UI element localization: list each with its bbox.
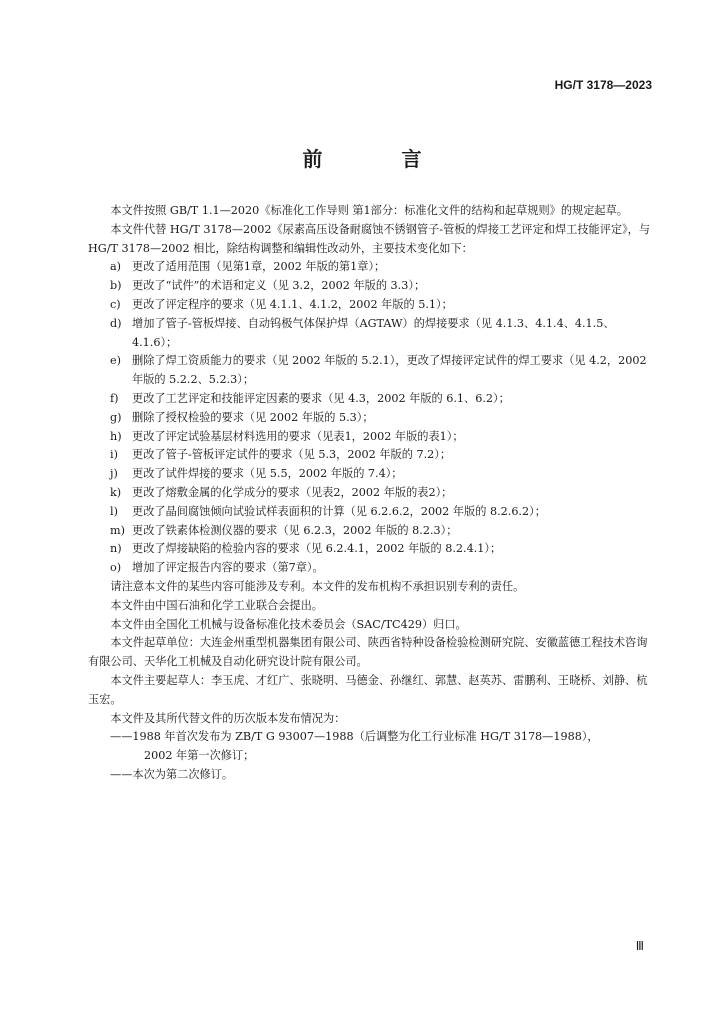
- list-marker: m): [110, 523, 125, 537]
- list-item-text: 更改了熔敷金属的化学成分的要求（见表2，2002 年版的表2）；: [132, 485, 453, 499]
- list-item: [88, 465, 654, 484]
- list-marker: o): [110, 561, 122, 575]
- list-item-text: 更改了试件焊接的要求（见 5.5，2002 年版的 7.4）；: [132, 467, 403, 481]
- list-marker: c): [110, 297, 121, 311]
- list-item-text: 更改了适用范围（见第1章，2002 年版的第1章）；: [132, 260, 386, 274]
- list-marker: h): [110, 429, 122, 443]
- list-item-text: 增加了管子-管板焊接、自动钨极气体保护焊（AGTAW）的焊接要求（见 4.1.3、4.1.4、4.1.5、4.1.6）；: [132, 316, 615, 349]
- list-marker: e): [110, 354, 121, 368]
- list-item: [88, 409, 654, 428]
- list-marker: a): [110, 260, 122, 274]
- list-marker: n): [110, 542, 122, 556]
- list-item-text: 增加了评定报告内容的要求（第7章）。: [132, 561, 324, 575]
- list-item-text: 更改了评定程序的要求（见 4.1.1、4.1.2，2002 年版的 5.1）；: [132, 297, 453, 311]
- list-item: [88, 296, 654, 315]
- list-item-text: 更改了铁素体检测仪器的要求（见 6.2.3，2002 年版的 8.2.3）；: [132, 523, 458, 537]
- paragraph: 本文件起草单位：大连金州重型机器集团有限公司、陕西省特种设备检验检测研究院、安徽蓝德工程技术咨询有限公司、天华化工机械及自动化研究设计院有限公司。: [88, 636, 648, 669]
- list-item: [88, 503, 654, 522]
- list-item-text: 更改了“试件”的术语和定义（见 3.2，2002 年版的 3.3）；: [132, 279, 426, 293]
- page-number: Ⅲ: [635, 939, 644, 953]
- list-marker: k): [110, 485, 122, 499]
- list-item-text: 更改了评定试验基层材料选用的要求（见表1，2002 年版的表1）；: [132, 429, 464, 443]
- list-marker: l): [110, 504, 118, 518]
- page-title: 前 言: [302, 147, 458, 171]
- list-item: [88, 258, 654, 277]
- paragraph: 本文件由全国化工机械与设备标准化技术委员会（SAC/TC429）归口。: [110, 617, 467, 631]
- paragraph: 本文件及其所代替文件的历次版本发布情况为：: [110, 711, 346, 725]
- paragraph: 本文件代替 HG/T 3178—2002《尿素高压设备耐腐蚀不锈钢管子-管板的焊接工艺评定和焊工技能评定》，与 HG/T 3178—2002 相比，除结构调整和编辑性改动外，主要技术变化如下：: [88, 222, 651, 255]
- history-item: [88, 728, 654, 766]
- list-item: [88, 540, 654, 559]
- list-item: [88, 484, 654, 503]
- change-list: [88, 258, 654, 578]
- foreword-body: [88, 202, 654, 785]
- list-item-text: 删除了授权检验的要求（见 2002 年版的 5.3）；: [132, 410, 374, 424]
- list-item-text: 更改了工艺评定和技能评定因素的要求（见 4.3，2002 年版的 6.1、6.2）；: [132, 391, 510, 405]
- list-item-text: 更改了焊接缺陷的检验内容的要求（见 6.2.4.1，2002 年版的 8.2.4.1）；: [132, 542, 502, 556]
- list-item-text: 更改了管子-管板评定试件的要求（见 5.3，2002 年版的 7.2）；: [132, 448, 452, 462]
- paragraph: 本文件主要起草人：李玉虎、才红广、张晓明、马德金、孙继红、郭慧、赵英苏、雷鹏利、王晓桥、刘静、杭玉宏。: [88, 673, 648, 706]
- paragraph: 本文件由中国石油和化学工业联合会提出。: [110, 598, 323, 612]
- list-marker: f): [110, 391, 119, 405]
- history-item-text: ——1988 年首次发布为 ZB/T G 93007—1988（后调整为化工行业标准 HG/T 3178—1988），: [110, 730, 599, 744]
- list-item: [88, 390, 654, 409]
- paragraph: 请注意本文件的某些内容可能涉及专利。本文件的发布机构不承担识别专利的责任。: [110, 579, 525, 593]
- list-item: [88, 446, 654, 465]
- list-item: [88, 522, 654, 541]
- history-item-text: ——本次为第二次修订。: [110, 767, 234, 781]
- list-marker: g): [110, 410, 122, 424]
- list-item: [88, 315, 654, 353]
- list-item: [88, 428, 654, 447]
- list-marker: d): [110, 316, 122, 330]
- list-item-text: 更改了晶间腐蚀倾向试验试样表面积的计算（见 6.2.6.2，2002 年版的 8.2.6.2）；: [132, 504, 546, 518]
- list-item: [88, 559, 654, 578]
- list-marker: j): [110, 467, 118, 481]
- list-item: [88, 352, 654, 390]
- history-item: [88, 766, 654, 785]
- document-code: HG/T 3178—2023: [554, 78, 652, 92]
- list-marker: b): [110, 279, 122, 293]
- paragraph: 本文件按照 GB/T 1.1—2020《标准化工作导则 第1部分：标准化文件的结构和起草规则》的规定起草。: [110, 204, 628, 217]
- history-item-continuation: 2002 年第一次修订；: [144, 749, 255, 763]
- list-marker: i): [110, 448, 118, 462]
- list-item: [88, 277, 654, 296]
- list-item-text: 删除了焊工资质能力的要求（见 2002 年版的 5.2.1），更改了焊接评定试件的焊工要求（见 4.2，2002 年版的 5.2.2、5.2.3）；: [132, 354, 647, 387]
